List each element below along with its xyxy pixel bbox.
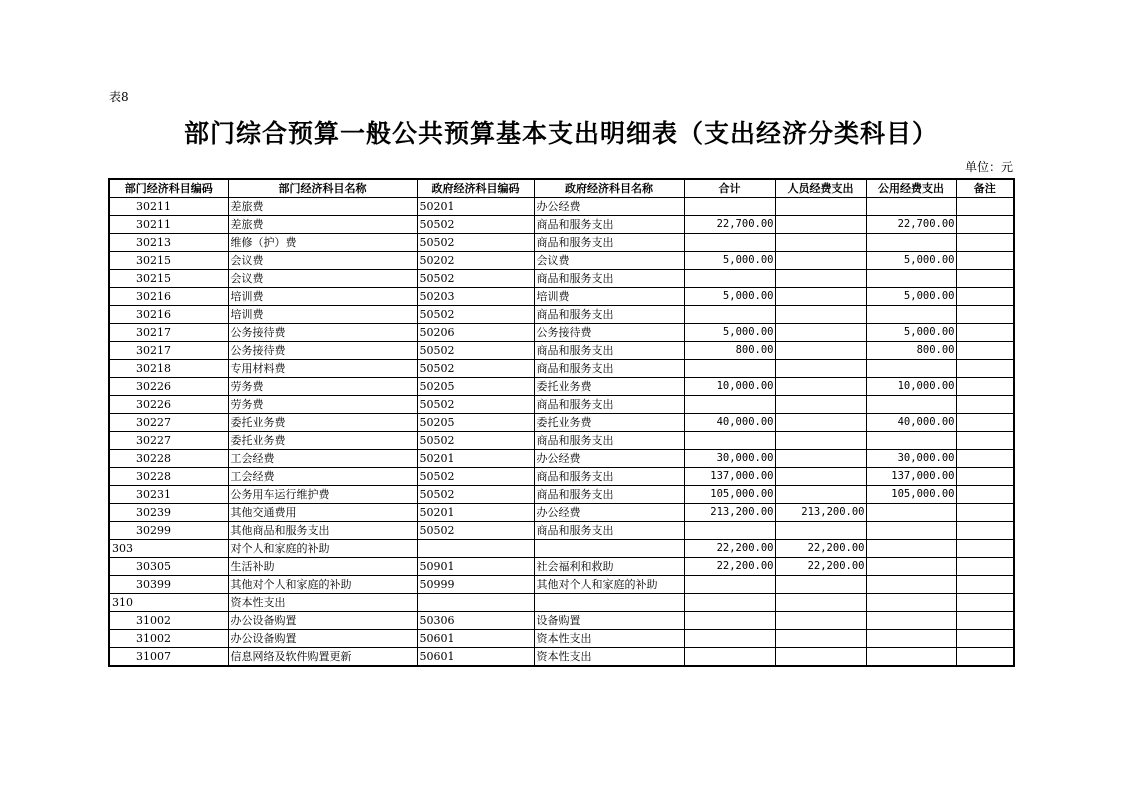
table-row (109, 594, 1014, 612)
gov-name-cell: 委托业务费 (534, 378, 684, 396)
personnel-cell (775, 486, 866, 504)
public-cell (866, 234, 956, 252)
gov-name-cell: 商品和服务支出 (534, 486, 684, 504)
public-cell (866, 630, 956, 648)
note-cell (956, 288, 1014, 306)
table-row (109, 558, 1014, 576)
dept-name-cell: 生活补助 (228, 558, 417, 576)
dept-code-cell: 30226 (109, 378, 228, 396)
gov-code-cell: 50601 (417, 630, 534, 648)
personnel-cell (775, 216, 866, 234)
header-gov-name: 政府经济科目名称 (534, 179, 684, 198)
gov-code-cell: 50203 (417, 288, 534, 306)
dept-name-cell: 专用材料费 (228, 360, 417, 378)
dept-name-cell: 委托业务费 (228, 414, 417, 432)
public-cell (866, 360, 956, 378)
note-cell (956, 450, 1014, 468)
note-cell (956, 360, 1014, 378)
gov-name-cell: 商品和服务支出 (534, 270, 684, 288)
total-cell: 5,000.00 (684, 252, 775, 270)
dept-name-cell: 会议费 (228, 270, 417, 288)
gov-code-cell: 50201 (417, 504, 534, 522)
gov-name-cell: 商品和服务支出 (534, 216, 684, 234)
table-row (109, 486, 1014, 504)
table-row (109, 396, 1014, 414)
note-cell (956, 216, 1014, 234)
table-row (109, 576, 1014, 594)
total-cell: 105,000.00 (684, 486, 775, 504)
dept-name-cell: 其他对个人和家庭的补助 (228, 576, 417, 594)
table-row (109, 234, 1014, 252)
gov-name-cell: 办公经费 (534, 198, 684, 216)
total-cell (684, 270, 775, 288)
gov-code-cell (417, 540, 534, 558)
dept-code-cell: 30299 (109, 522, 228, 540)
dept-name-cell: 劳务费 (228, 378, 417, 396)
personnel-cell (775, 234, 866, 252)
public-cell: 5,000.00 (866, 324, 956, 342)
table-row (109, 324, 1014, 342)
dept-name-cell: 委托业务费 (228, 432, 417, 450)
total-cell (684, 234, 775, 252)
personnel-cell: 213,200.00 (775, 504, 866, 522)
table-row (109, 306, 1014, 324)
table-row (109, 450, 1014, 468)
dept-code-cell: 30226 (109, 396, 228, 414)
public-cell: 10,000.00 (866, 378, 956, 396)
public-cell: 800.00 (866, 342, 956, 360)
dept-code-cell: 30231 (109, 486, 228, 504)
personnel-cell (775, 378, 866, 396)
header-dept-code: 部门经济科目编码 (109, 179, 228, 198)
total-cell: 5,000.00 (684, 288, 775, 306)
dept-name-cell: 公务接待费 (228, 324, 417, 342)
dept-name-cell: 公务用车运行维护费 (228, 486, 417, 504)
note-cell (956, 414, 1014, 432)
dept-code-cell: 30228 (109, 468, 228, 486)
note-cell (956, 558, 1014, 576)
public-cell: 30,000.00 (866, 450, 956, 468)
note-cell (956, 504, 1014, 522)
public-cell (866, 594, 956, 612)
personnel-cell (775, 198, 866, 216)
note-cell (956, 468, 1014, 486)
gov-name-cell: 商品和服务支出 (534, 396, 684, 414)
personnel-cell (775, 432, 866, 450)
dept-name-cell: 劳务费 (228, 396, 417, 414)
table-row (109, 288, 1014, 306)
dept-code-cell: 30216 (109, 288, 228, 306)
note-cell (956, 486, 1014, 504)
personnel-cell (775, 630, 866, 648)
gov-code-cell: 50201 (417, 198, 534, 216)
note-cell (956, 594, 1014, 612)
total-cell: 22,200.00 (684, 540, 775, 558)
table-row (109, 252, 1014, 270)
gov-name-cell: 会议费 (534, 252, 684, 270)
gov-name-cell: 资本性支出 (534, 630, 684, 648)
total-cell (684, 432, 775, 450)
gov-code-cell (417, 594, 534, 612)
note-cell (956, 342, 1014, 360)
gov-name-cell: 培训费 (534, 288, 684, 306)
total-cell: 10,000.00 (684, 378, 775, 396)
table-row (109, 504, 1014, 522)
personnel-cell (775, 450, 866, 468)
dept-name-cell: 办公设备购置 (228, 630, 417, 648)
gov-code-cell: 50502 (417, 360, 534, 378)
table-row (109, 612, 1014, 630)
gov-code-cell: 50502 (417, 306, 534, 324)
gov-code-cell: 50502 (417, 234, 534, 252)
personnel-cell (775, 648, 866, 667)
table-row (109, 630, 1014, 648)
gov-code-cell: 50502 (417, 522, 534, 540)
unit-label: 单位：元 (964, 160, 1013, 174)
dept-name-cell: 会议费 (228, 252, 417, 270)
table-row (109, 468, 1014, 486)
dept-name-cell: 工会经费 (228, 450, 417, 468)
dept-name-cell: 其他交通费用 (228, 504, 417, 522)
table-row (109, 648, 1014, 667)
personnel-cell (775, 252, 866, 270)
dept-name-cell: 资本性支出 (228, 594, 417, 612)
total-cell: 213,200.00 (684, 504, 775, 522)
personnel-cell (775, 594, 866, 612)
personnel-cell: 22,200.00 (775, 540, 866, 558)
total-cell (684, 594, 775, 612)
total-cell: 5,000.00 (684, 324, 775, 342)
public-cell: 5,000.00 (866, 252, 956, 270)
personnel-cell: 22,200.00 (775, 558, 866, 576)
gov-name-cell (534, 540, 684, 558)
personnel-cell (775, 288, 866, 306)
total-cell (684, 360, 775, 378)
public-cell (866, 522, 956, 540)
dept-code-cell: 30399 (109, 576, 228, 594)
gov-code-cell: 50202 (417, 252, 534, 270)
header-note: 备注 (956, 179, 1014, 198)
gov-code-cell: 50502 (417, 216, 534, 234)
dept-name-cell: 其他商品和服务支出 (228, 522, 417, 540)
personnel-cell (775, 396, 866, 414)
table-row (109, 414, 1014, 432)
dept-code-cell: 310 (109, 594, 228, 612)
table-row (109, 522, 1014, 540)
public-cell (866, 198, 956, 216)
page-title: 部门综合预算一般公共预算基本支出明细表（支出经济分类科目） (183, 119, 938, 148)
public-cell (866, 396, 956, 414)
note-cell (956, 396, 1014, 414)
total-cell (684, 306, 775, 324)
header-gov-code: 政府经济科目编码 (417, 179, 534, 198)
gov-code-cell: 50502 (417, 486, 534, 504)
public-cell (866, 612, 956, 630)
public-cell: 40,000.00 (866, 414, 956, 432)
dept-code-cell: 30215 (109, 270, 228, 288)
header-personnel: 人员经费支出 (775, 179, 866, 198)
total-cell: 22,700.00 (684, 216, 775, 234)
personnel-cell (775, 468, 866, 486)
total-cell (684, 612, 775, 630)
dept-name-cell: 培训费 (228, 288, 417, 306)
dept-code-cell: 30215 (109, 252, 228, 270)
public-cell: 137,000.00 (866, 468, 956, 486)
personnel-cell (775, 522, 866, 540)
personnel-cell (775, 576, 866, 594)
personnel-cell (775, 306, 866, 324)
dept-name-cell: 工会经费 (228, 468, 417, 486)
dept-code-cell: 31007 (109, 648, 228, 667)
gov-code-cell: 50502 (417, 432, 534, 450)
public-cell (866, 432, 956, 450)
dept-name-cell: 公务接待费 (228, 342, 417, 360)
personnel-cell (775, 324, 866, 342)
dept-code-cell: 30217 (109, 324, 228, 342)
public-cell (866, 270, 956, 288)
gov-name-cell: 办公经费 (534, 450, 684, 468)
dept-code-cell: 30227 (109, 414, 228, 432)
public-cell (866, 558, 956, 576)
note-cell (956, 612, 1014, 630)
dept-code-cell: 30305 (109, 558, 228, 576)
dept-name-cell: 信息网络及软件购置更新 (228, 648, 417, 667)
gov-code-cell: 50205 (417, 414, 534, 432)
note-cell (956, 270, 1014, 288)
header-public: 公用经费支出 (866, 179, 956, 198)
header-row (109, 179, 1014, 198)
note-cell (956, 198, 1014, 216)
gov-code-cell: 50206 (417, 324, 534, 342)
total-cell (684, 198, 775, 216)
gov-name-cell: 商品和服务支出 (534, 234, 684, 252)
dept-name-cell: 维修（护）费 (228, 234, 417, 252)
table-row (109, 432, 1014, 450)
dept-code-cell: 30211 (109, 216, 228, 234)
gov-name-cell (534, 594, 684, 612)
note-cell (956, 630, 1014, 648)
total-cell (684, 630, 775, 648)
gov-name-cell: 其他对个人和家庭的补助 (534, 576, 684, 594)
dept-code-cell: 30228 (109, 450, 228, 468)
gov-name-cell: 商品和服务支出 (534, 522, 684, 540)
public-cell (866, 576, 956, 594)
personnel-cell (775, 360, 866, 378)
public-cell (866, 504, 956, 522)
note-cell (956, 522, 1014, 540)
gov-name-cell: 公务接待费 (534, 324, 684, 342)
gov-name-cell: 办公经费 (534, 504, 684, 522)
dept-name-cell: 对个人和家庭的补助 (228, 540, 417, 558)
note-cell (956, 378, 1014, 396)
table-row (109, 216, 1014, 234)
total-cell (684, 648, 775, 667)
total-cell: 40,000.00 (684, 414, 775, 432)
note-cell (956, 306, 1014, 324)
note-cell (956, 648, 1014, 667)
dept-code-cell: 30211 (109, 198, 228, 216)
table-row (109, 378, 1014, 396)
public-cell: 22,700.00 (866, 216, 956, 234)
dept-name-cell: 培训费 (228, 306, 417, 324)
note-cell (956, 252, 1014, 270)
personnel-cell (775, 270, 866, 288)
public-cell (866, 306, 956, 324)
table-row (109, 198, 1014, 216)
dept-name-cell: 差旅费 (228, 216, 417, 234)
dept-code-cell: 30239 (109, 504, 228, 522)
total-cell: 22,200.00 (684, 558, 775, 576)
gov-code-cell: 50502 (417, 396, 534, 414)
note-cell (956, 324, 1014, 342)
table-row (109, 540, 1014, 558)
gov-code-cell: 50205 (417, 378, 534, 396)
gov-code-cell: 50306 (417, 612, 534, 630)
gov-name-cell: 商品和服务支出 (534, 432, 684, 450)
table-row (109, 270, 1014, 288)
total-cell (684, 522, 775, 540)
dept-code-cell: 30227 (109, 432, 228, 450)
total-cell (684, 576, 775, 594)
public-cell: 105,000.00 (866, 486, 956, 504)
gov-code-cell: 50901 (417, 558, 534, 576)
public-cell (866, 540, 956, 558)
dept-code-cell: 30217 (109, 342, 228, 360)
total-cell: 800.00 (684, 342, 775, 360)
dept-code-cell: 303 (109, 540, 228, 558)
total-cell: 137,000.00 (684, 468, 775, 486)
personnel-cell (775, 612, 866, 630)
personnel-cell (775, 414, 866, 432)
gov-name-cell: 设备购置 (534, 612, 684, 630)
total-cell: 30,000.00 (684, 450, 775, 468)
personnel-cell (775, 342, 866, 360)
gov-code-cell: 50502 (417, 468, 534, 486)
gov-code-cell: 50201 (417, 450, 534, 468)
header-dept-name: 部门经济科目名称 (228, 179, 417, 198)
gov-name-cell: 商品和服务支出 (534, 306, 684, 324)
note-cell (956, 234, 1014, 252)
gov-name-cell: 资本性支出 (534, 648, 684, 667)
dept-code-cell: 30218 (109, 360, 228, 378)
dept-code-cell: 30213 (109, 234, 228, 252)
header-total: 合计 (684, 179, 775, 198)
gov-code-cell: 50601 (417, 648, 534, 667)
note-cell (956, 576, 1014, 594)
note-cell (956, 540, 1014, 558)
table-row (109, 360, 1014, 378)
gov-name-cell: 社会福利和救助 (534, 558, 684, 576)
gov-code-cell: 50502 (417, 342, 534, 360)
budget-table (108, 178, 1015, 667)
note-cell (956, 432, 1014, 450)
gov-code-cell: 50502 (417, 270, 534, 288)
gov-name-cell: 商品和服务支出 (534, 360, 684, 378)
dept-name-cell: 办公设备购置 (228, 612, 417, 630)
dept-code-cell: 31002 (109, 630, 228, 648)
public-cell (866, 648, 956, 667)
public-cell: 5,000.00 (866, 288, 956, 306)
gov-name-cell: 委托业务费 (534, 414, 684, 432)
gov-code-cell: 50999 (417, 576, 534, 594)
gov-name-cell: 商品和服务支出 (534, 468, 684, 486)
gov-name-cell: 商品和服务支出 (534, 342, 684, 360)
dept-code-cell: 31002 (109, 612, 228, 630)
dept-code-cell: 30216 (109, 306, 228, 324)
dept-name-cell: 差旅费 (228, 198, 417, 216)
table-number-label: 表8 (109, 90, 129, 104)
table-row (109, 342, 1014, 360)
total-cell (684, 396, 775, 414)
